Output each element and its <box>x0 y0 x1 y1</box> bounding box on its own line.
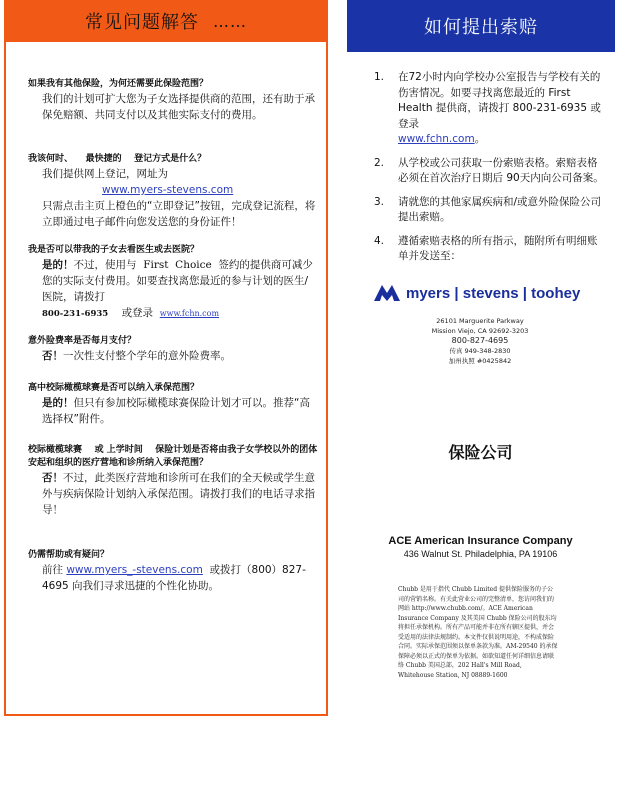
faq-question: 我是否可以带我的子女去看医生或去医院？ <box>28 245 200 255</box>
claim-steps <box>374 70 604 273</box>
insurer-name: ACE American Insurance Company <box>388 535 573 547</box>
fchn-link[interactable]: www.fchn.com <box>159 309 220 318</box>
faq-title-dots: …… <box>213 11 247 31</box>
claim-header <box>347 0 615 52</box>
myers-stevens-link[interactable]: www.myers-stevens.com <box>102 184 234 196</box>
company-address: 26101 Marguerite Parkway Mission Viejo, CA 92692-3203 800-827-4695 传真 949-348-2830 加州执照 #0425842 <box>431 317 529 365</box>
insurer-heading: 保险公司 <box>448 443 513 462</box>
faq-item <box>28 78 318 123</box>
claim-step: 1. 在72小时内向学校办公室报告与学校有关的伤害情况。如要寻找离您最近的 First Health 提供商，请拨打 800-231-6935 或登录 www.fchn.com。 <box>374 71 601 145</box>
faq-item <box>28 244 318 322</box>
faq-answer: 我们提供网上登记，网址为 www.myers-stevens.com 只需点击主页上橙色的“立即登记”按钮，完成登记流程，将立即通过电子邮件向您发送您的身份证件！ <box>42 168 316 228</box>
faq-question: 如果我有其他保险，为何还需要此保险范围？ <box>28 79 209 89</box>
faq-item <box>28 153 318 230</box>
faq-answer: 是的！不过，使用与 First Choice 签约的提供商可减少您的实际支付费用。如要查找离您最近的参与计划的医生/医院，请拨打 800-231-6935 或登录 www.fchn.com <box>42 259 313 319</box>
faq-header <box>6 0 326 42</box>
myers-stevens-toohey-logo <box>374 283 604 303</box>
faq-item <box>28 335 318 364</box>
faq-item <box>28 549 318 594</box>
faq-answer: 是的！但只有参加校际橄榄球赛保险计划才可以。推荐“高选择权”附件。 <box>42 397 310 425</box>
faq-question: 意外险费率是否每月支付？ <box>28 336 137 346</box>
faq-question: 校际橄榄球赛 或 上学时间 保险计划是否将由我子女学校以外的团体安起和组织的医疗营地和诊所纳入承保范围？ <box>28 445 318 468</box>
myers-stevens-link[interactable]: www.myers_-stevens.com <box>66 564 203 576</box>
faq-question: 高中校际橄榄球赛是否可以纳入承保范围？ <box>28 383 200 393</box>
logo-mark-icon <box>374 285 400 301</box>
faq-answer: 否！不过，此类医疗营地和诊所可在我们的全天候或学生意外与疾病保险计划纳入承保范围。请拨打我们的电话寻求指导！ <box>42 472 315 516</box>
faq-question: 仍需帮助或有疑问？ <box>28 550 110 560</box>
claim-step: 4. 遵循索赔表格的所有指示，随附所有明细账单并发送至： <box>374 234 598 262</box>
fchn-link[interactable]: www.fchn.com <box>398 133 475 145</box>
claim-step: 2. 从学校或公司获取一份索赔表格。索赔表格必须在首次治疗日期后 90天内向公司备案。 <box>374 156 604 184</box>
faq-answer: 我们的计划可扩大您为子女选择提供商的范围，还有助于承保免赔额、共同支付以及其他实际支付的费用。 <box>42 93 315 121</box>
faq-question: 我该何时、 最快捷的 登记方式是什么？ <box>28 154 207 164</box>
faq-answer: 前往 www.myers_-stevens.com 或拨打（800）827-4695 向我们寻求迅捷的个性化协助。 <box>42 564 306 592</box>
faq-item <box>28 382 318 427</box>
fine-print: Chubb 是用于指代 Chubb Limited 提供保险服务的子公司的营销名称。有关此营业公司的完整清单，您访问我们的网站 http://www.chubb.com/。ACE American Insurance Company 及其美国 Chubb 保险公司的股东均将担任承保机构。所有产品可能并非在所有辖区提供，并会受适用的法律法规制约。本文件仅供说明用途，不构成保险合同。实际承保范围须以保单条款为准。AM-29540 的承保保障必须以正式的保单为依据。如欲知道任何详细信息请联络 Chubb 美国总部，202 Hall's Mill Road, Whitehouse Station, NJ 08889-1600 <box>398 586 558 679</box>
insurer-address: 436 Walnut St. Philadelphia, PA 19106 <box>403 549 558 559</box>
logo-text: myers | stevens | toohey <box>406 284 581 302</box>
faq-answer: 否！一次性支付整个学年的意外险费率。 <box>42 350 231 362</box>
faq-title: 常见问题解答 <box>85 12 199 33</box>
faq-item <box>28 444 318 518</box>
claim-step: 3. 请就您的其他家属疾病和/或意外险保险公司提出索赔。 <box>374 195 602 223</box>
claim-title: 如何提出索赔 <box>424 17 538 38</box>
